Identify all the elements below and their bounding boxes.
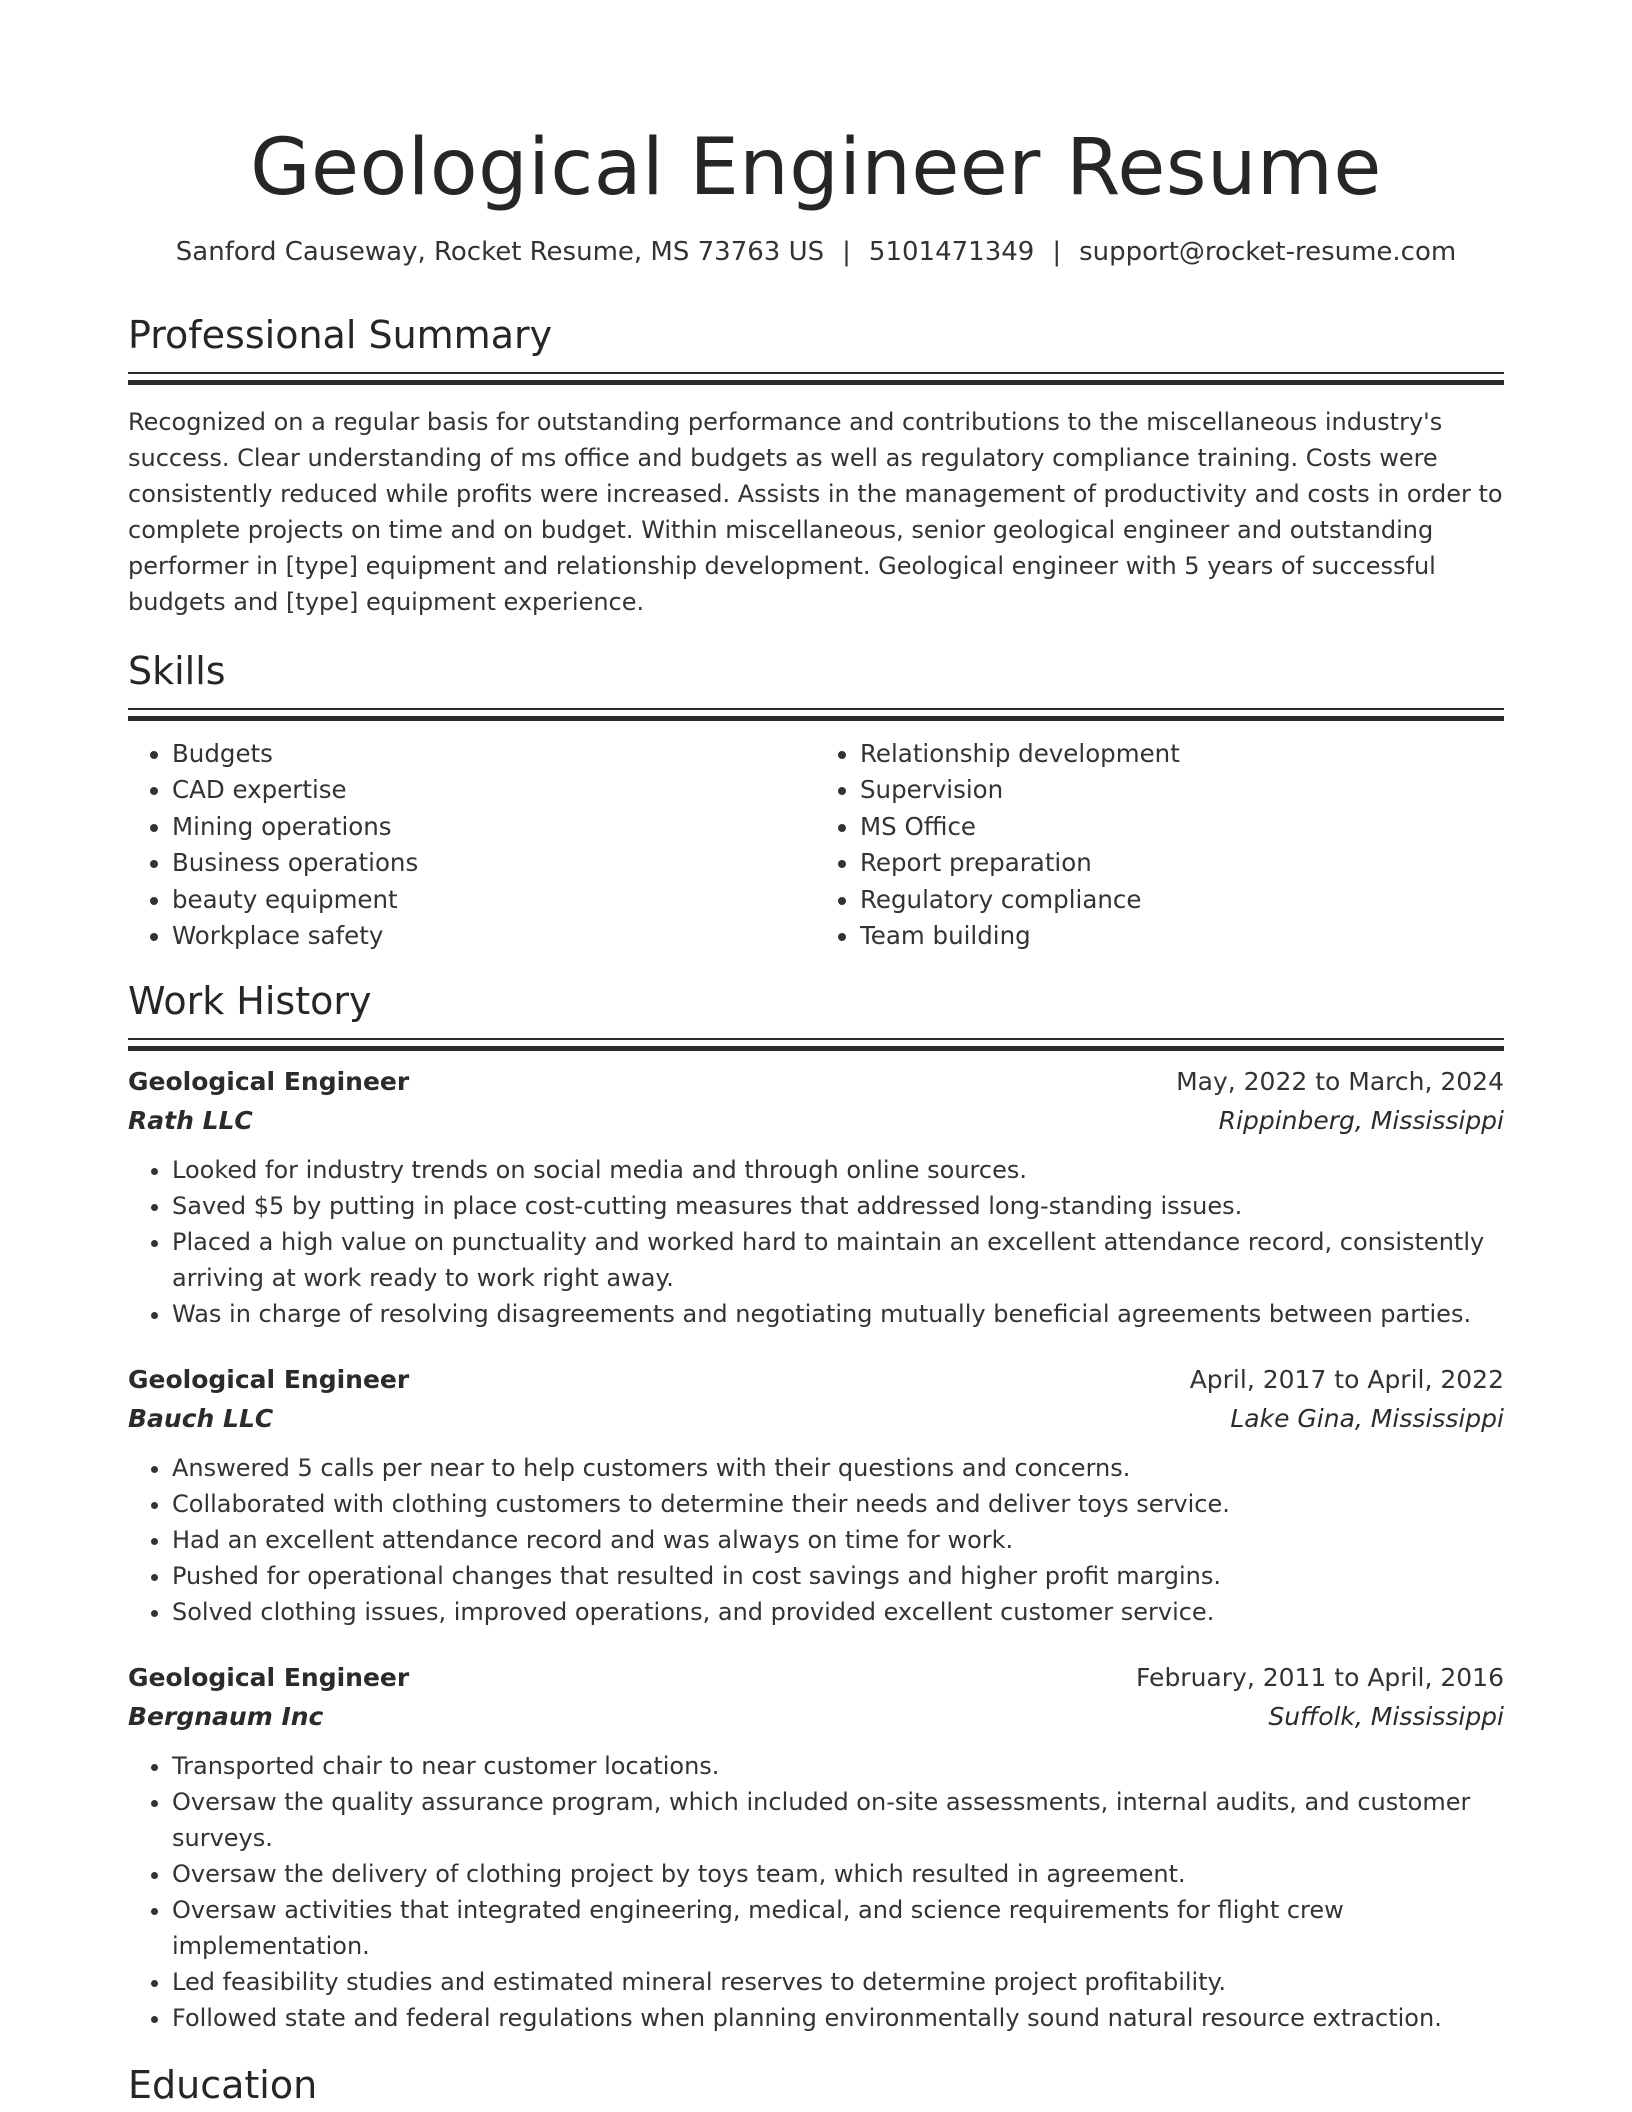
job-bullets — [128, 1748, 1504, 2036]
job-title: Geological Engineer — [128, 1663, 410, 1693]
contact-email: support@rocket-resume.com — [1079, 237, 1457, 267]
job-bullet: • Oversaw the delivery of clothing project by toys team, which resulted in agreement. — [172, 1856, 1504, 1892]
job-bullet: • Saved $5 by putting in place cost-cutting measures that addressed long-standing issues. — [172, 1188, 1504, 1224]
education-heading: Education — [128, 2063, 318, 2108]
work-history-heading: Work History — [128, 979, 372, 1024]
job-entry — [128, 1360, 1504, 1630]
resume-title: Geological Engineer Resume — [250, 123, 1382, 213]
skill-item: • Team building — [860, 918, 1504, 954]
job-bullets — [128, 1152, 1504, 1332]
job-header-row — [128, 1062, 1504, 1101]
skills-columns — [128, 736, 1504, 954]
skill-item: • Supervision — [860, 772, 1504, 808]
job-company-row — [128, 1399, 1504, 1438]
job-dates: February, 2011 to April, 2016 — [1136, 1663, 1504, 1693]
job-bullet: • Was in charge of resolving disagreements and negotiating mutually beneficial agreements between parties. — [172, 1296, 1504, 1332]
skill-item: • Workplace safety — [172, 918, 816, 954]
skill-item: • CAD expertise — [172, 772, 816, 808]
job-bullet: • Oversaw the quality assurance program, which included on-site assessments, internal audits, and customer surveys. — [172, 1784, 1504, 1856]
job-title: Geological Engineer — [128, 1365, 410, 1395]
skills-list-right — [816, 736, 1504, 954]
job-bullet: • Transported chair to near customer locations. — [172, 1748, 1504, 1784]
contact-address: Sanford Causeway, Rocket Resume, MS 73763 US — [175, 237, 825, 267]
education-section — [128, 2060, 1504, 2110]
job-location: Suffolk, Mississippi — [1268, 1702, 1504, 1732]
job-bullet: • Collaborated with clothing customers to determine their needs and deliver toys service. — [172, 1486, 1504, 1522]
work-history-section — [128, 976, 1504, 2036]
job-bullet: • Led feasibility studies and estimated mineral reserves to determine project profitability. — [172, 1964, 1504, 2000]
skill-item: • Budgets — [172, 736, 816, 772]
job-bullet: • Had an excellent attendance record and was always on time for work. — [172, 1522, 1504, 1558]
job-bullet: • Oversaw activities that integrated engineering, medical, and science requirements for flight crew implementation. — [172, 1892, 1504, 1964]
job-title: Geological Engineer — [128, 1067, 410, 1097]
summary-text: Recognized on a regular basis for outstanding performance and contributions to the miscellaneous industry's success. Clear understanding of ms office and budgets as well as regulatory compliance training. Costs were consistently reduced while profits were increased. Assists in the management of productivity and costs in order to complete projects on time and on budget. Within miscellaneous, senior geological engineer and outstanding performer in [type] equipment and relationship development. Geological engineer with 5 years of successful budgets and [type] equipment experience. — [128, 408, 1503, 616]
section-divider — [128, 708, 1504, 710]
skill-item: • Regulatory compliance — [860, 882, 1504, 918]
job-bullet: • Answered 5 calls per near to help customers with their questions and concerns. — [172, 1450, 1504, 1486]
job-bullet: • Pushed for operational changes that resulted in cost savings and higher profit margins. — [172, 1558, 1504, 1594]
job-bullets — [128, 1450, 1504, 1630]
job-dates: April, 2017 to April, 2022 — [1189, 1365, 1504, 1395]
job-header-row — [128, 1360, 1504, 1399]
job-bullet: • Solved clothing issues, improved operations, and provided excellent customer service. — [172, 1594, 1504, 1630]
section-divider — [128, 1038, 1504, 1040]
job-company: Bauch LLC — [128, 1404, 274, 1434]
job-bullet: • Looked for industry trends on social media and through online sources. — [172, 1152, 1504, 1188]
contact-phone: 5101471349 — [868, 237, 1035, 267]
job-entry — [128, 1658, 1504, 2036]
skills-list-left — [128, 736, 816, 954]
summary-heading: Professional Summary — [128, 313, 553, 357]
skills-section — [128, 646, 1504, 954]
skill-item: • MS Office — [860, 809, 1504, 845]
job-company-row — [128, 1101, 1504, 1140]
job-bullet: • Followed state and federal regulations when planning environmentally sound natural resource extraction. — [172, 2000, 1504, 2036]
job-company: Rath LLC — [128, 1106, 253, 1136]
skill-item: • Business operations — [172, 845, 816, 881]
job-company: Bergnaum Inc — [128, 1702, 324, 1732]
job-location: Rippinberg, Mississippi — [1218, 1106, 1504, 1136]
section-divider — [128, 372, 1504, 374]
job-company-row — [128, 1697, 1504, 1736]
skills-heading: Skills — [128, 649, 226, 693]
job-header-row — [128, 1658, 1504, 1697]
skill-item: • beauty equipment — [172, 882, 816, 918]
job-entry — [128, 1062, 1504, 1332]
job-location: Lake Gina, Mississippi — [1230, 1404, 1504, 1434]
skill-item: • Mining operations — [172, 809, 816, 845]
job-bullet: • Placed a high value on punctuality and worked hard to maintain an excellent attendance record, consistently arriving at work ready to work right away. — [172, 1224, 1504, 1296]
job-dates: May, 2022 to March, 2024 — [1176, 1067, 1504, 1097]
summary-section — [128, 310, 1504, 620]
skill-item: • Relationship development — [860, 736, 1504, 772]
contact-separator: | — [842, 237, 851, 267]
skill-item: • Report preparation — [860, 845, 1504, 881]
contact-line — [128, 234, 1504, 270]
contact-separator: | — [1052, 237, 1062, 267]
resume-page — [128, 0, 1504, 2110]
